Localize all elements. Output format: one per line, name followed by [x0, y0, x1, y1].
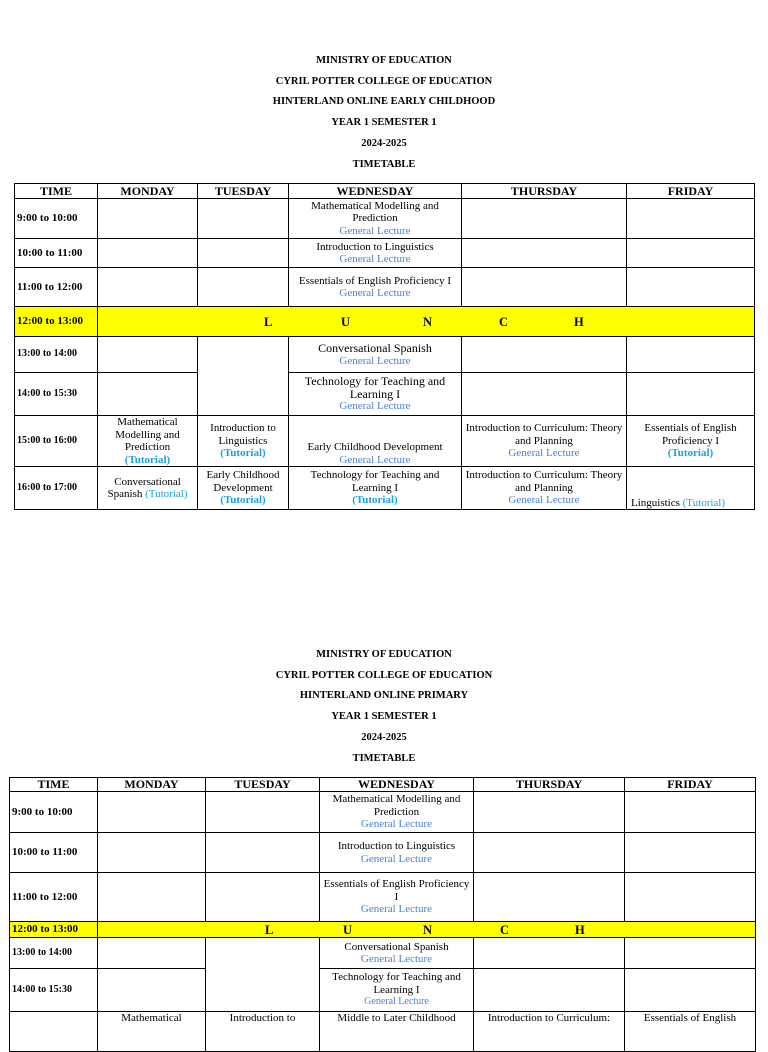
- general-lecture-tag: General Lecture: [339, 354, 411, 367]
- cell-empty: [627, 239, 755, 268]
- general-lecture-tag: General Lecture: [339, 224, 411, 237]
- lunch-letter: H: [574, 314, 584, 329]
- lunch-letter: U: [343, 922, 353, 937]
- table-row: [15, 373, 755, 416]
- class-cell: [289, 416, 462, 467]
- cell-empty: [198, 337, 289, 416]
- table-row: [15, 467, 755, 510]
- general-lecture-tag: General Lecture: [360, 852, 433, 865]
- cell-empty: [206, 938, 320, 1012]
- course-name: Conversational Spanish: [107, 475, 181, 500]
- cell-empty: [198, 239, 289, 268]
- col-wednesday: WEDNESDAY: [289, 184, 462, 199]
- col-thursday: THURSDAY: [474, 778, 625, 792]
- cell-empty: [98, 239, 198, 268]
- time-cell: 11:00 to 12:00: [10, 873, 98, 922]
- class-cell: [98, 467, 198, 510]
- table-row: [10, 833, 756, 873]
- general-lecture-tag: General Lecture: [360, 818, 433, 831]
- lunch-letter: L: [265, 922, 274, 937]
- cell-empty: [627, 199, 755, 239]
- class-cell: [462, 416, 627, 467]
- table-row: [15, 416, 755, 467]
- header-college: CYRIL POTTER COLLEGE OF EDUCATION: [275, 75, 493, 87]
- cell-empty: [474, 938, 625, 969]
- table-row: [10, 873, 756, 922]
- course-name: Introduction to Linguistics: [210, 422, 276, 447]
- course-name: Essentials of English Proficiency I: [298, 274, 452, 287]
- course-name: Introduction to: [229, 1012, 296, 1024]
- time-cell: 13:00 to 14:00: [10, 938, 98, 969]
- time-cell: 13:00 to 14:00: [15, 337, 98, 373]
- cell-empty: [98, 969, 206, 1012]
- tutorial-tag: (Tutorial): [145, 488, 188, 500]
- class-cell: [625, 1012, 756, 1052]
- cell-empty: [206, 792, 320, 833]
- general-lecture-tag: General Lecture: [339, 287, 411, 299]
- cell-empty: [98, 373, 198, 416]
- col-friday: FRIDAY: [625, 778, 756, 792]
- table-row: [15, 199, 755, 239]
- class-cell: [289, 467, 462, 510]
- class-cell: [289, 373, 462, 416]
- lunch-letter: L: [264, 314, 273, 329]
- time-cell: 14:00 to 15:30: [15, 373, 98, 416]
- general-lecture-tag: General Lecture: [339, 400, 411, 413]
- header-college: CYRIL POTTER COLLEGE OF EDUCATION: [275, 669, 493, 681]
- course-name: Introduction to Curriculum:: [487, 1012, 611, 1024]
- cell-empty: [198, 199, 289, 239]
- col-wednesday: WEDNESDAY: [320, 778, 474, 792]
- tutorial-tag: (Tutorial): [667, 447, 714, 460]
- lunch-banner: [98, 307, 755, 337]
- cell-empty: [206, 833, 320, 873]
- cell-empty: [462, 239, 627, 268]
- header-ministry: MINISTRY OF EDUCATION: [316, 649, 452, 660]
- time-cell: 9:00 to 10:00: [10, 792, 98, 833]
- class-cell: [98, 416, 198, 467]
- class-cell: [320, 938, 474, 969]
- class-cell: [627, 416, 755, 467]
- cell-empty: [98, 873, 206, 922]
- cell-empty: [98, 199, 198, 239]
- time-cell: 15:00 to 16:00: [15, 416, 98, 467]
- col-thursday: THURSDAY: [462, 184, 627, 199]
- course-name: Conversational Spanish: [318, 341, 432, 355]
- tutorial-tag: (Tutorial): [220, 447, 266, 460]
- timetable1-header: [0, 51, 768, 175]
- lunch-row: [15, 307, 755, 337]
- course-name: Mathematical Modelling and Prediction: [332, 793, 461, 818]
- col-monday: MONDAY: [98, 778, 206, 792]
- cell-empty: [627, 268, 755, 307]
- course-name: Linguistics: [631, 496, 680, 509]
- general-lecture-tag: General Lecture: [360, 953, 433, 965]
- header-academic-year: 2024-2025: [361, 731, 407, 743]
- table-row: [15, 239, 755, 268]
- header-timetable: TIMETABLE: [352, 158, 416, 170]
- class-cell: [198, 416, 289, 467]
- tutorial-tag: (Tutorial): [352, 494, 398, 507]
- lunch-letter: N: [423, 922, 433, 937]
- course-name: Introduction to Curriculum: Theory and Planning: [465, 422, 623, 447]
- table-row: [15, 268, 755, 307]
- cell-empty: [462, 199, 627, 239]
- class-cell: [289, 337, 462, 373]
- table-row: [10, 938, 756, 969]
- lunch-letter: C: [500, 922, 510, 937]
- col-time: TIME: [10, 778, 98, 792]
- course-name: Mathematical Modelling and Prediction: [115, 416, 180, 453]
- class-cell: [627, 467, 755, 510]
- cell-empty: [625, 938, 756, 969]
- time-cell: 16:00 to 17:00: [15, 467, 98, 510]
- course-name: Middle to Later Childhood: [337, 1012, 456, 1024]
- course-name: Early Childhood Development: [307, 441, 443, 453]
- col-friday: FRIDAY: [627, 184, 755, 199]
- lunch-letter: C: [499, 314, 509, 329]
- class-cell: [289, 239, 462, 268]
- cell-empty: [98, 938, 206, 969]
- cell-empty: [627, 337, 755, 373]
- header-year-semester: YEAR 1 SEMESTER 1: [331, 117, 437, 129]
- time-cell: 14:00 to 15:30: [10, 969, 98, 1012]
- col-monday: MONDAY: [98, 184, 198, 199]
- time-cell: [10, 1012, 98, 1052]
- cell-empty: [462, 373, 627, 416]
- table-row: [15, 337, 755, 373]
- table-header-row: [10, 778, 756, 792]
- time-cell: 10:00 to 11:00: [15, 239, 98, 268]
- course-name: Introduction to Linguistics: [316, 240, 434, 253]
- cell-empty: [462, 337, 627, 373]
- general-lecture-tag: General Lecture: [339, 253, 411, 265]
- timetable2-table: [9, 777, 756, 1052]
- header-program: HINTERLAND ONLINE EARLY CHILDHOOD: [272, 96, 496, 108]
- cell-empty: [625, 792, 756, 833]
- class-cell: [474, 1012, 625, 1052]
- class-cell: [289, 268, 462, 307]
- table-header-row: [15, 184, 755, 199]
- cell-empty: [474, 833, 625, 873]
- class-cell: [462, 467, 627, 510]
- cell-empty: [627, 373, 755, 416]
- header-ministry: MINISTRY OF EDUCATION: [316, 55, 452, 66]
- tutorial-tag: (Tutorial): [220, 494, 266, 507]
- lunch-letter: H: [575, 922, 585, 937]
- time-cell: 12:00 to 13:00: [10, 922, 98, 938]
- header-timetable: TIMETABLE: [352, 752, 416, 764]
- class-cell: [320, 1012, 474, 1052]
- header-academic-year: 2024-2025: [361, 137, 407, 149]
- cell-empty: [474, 969, 625, 1012]
- class-cell: [320, 969, 474, 1012]
- course-name: Technology for Teaching and Learning I: [310, 469, 440, 494]
- cell-empty: [98, 833, 206, 873]
- col-tuesday: TUESDAY: [206, 778, 320, 792]
- header-program: HINTERLAND ONLINE PRIMARY: [299, 690, 469, 702]
- lunch-letter: U: [341, 314, 351, 329]
- time-cell: 9:00 to 10:00: [15, 199, 98, 239]
- cell-empty: [206, 873, 320, 922]
- course-name: Early Childhood Development: [206, 469, 280, 494]
- class-cell: [206, 1012, 320, 1052]
- class-cell: [320, 873, 474, 922]
- general-lecture-tag: General Lecture: [339, 453, 411, 466]
- cell-empty: [98, 268, 198, 307]
- class-cell: [320, 833, 474, 873]
- course-name: Conversational Spanish: [344, 940, 449, 953]
- lunch-row: [10, 922, 756, 938]
- tutorial-tag: (Tutorial): [682, 496, 726, 509]
- course-name: Essentials of English: [643, 1012, 737, 1024]
- tutorial-tag: (Tutorial): [124, 453, 171, 466]
- general-lecture-tag: General Lecture: [508, 447, 580, 460]
- course-name: Mathematical: [121, 1012, 182, 1024]
- table-row: [10, 1012, 756, 1052]
- cell-empty: [198, 268, 289, 307]
- cell-empty: [474, 873, 625, 922]
- cell-empty: [462, 268, 627, 307]
- cell-empty: [625, 833, 756, 873]
- course-name: Technology for Teaching and Learning I: [304, 374, 446, 401]
- time-cell: 10:00 to 11:00: [10, 833, 98, 873]
- class-cell: [289, 199, 462, 239]
- time-cell: 12:00 to 13:00: [15, 307, 98, 337]
- time-cell: 11:00 to 12:00: [15, 268, 98, 307]
- general-lecture-tag: General Lecture: [508, 494, 580, 507]
- col-tuesday: TUESDAY: [198, 184, 289, 199]
- class-cell: [198, 467, 289, 510]
- course-name: Technology for Teaching and Learning I: [332, 971, 461, 996]
- class-cell: [98, 1012, 206, 1052]
- cell-empty: [474, 792, 625, 833]
- table-row: [10, 792, 756, 833]
- course-name: Essentials of English Proficiency I: [644, 422, 737, 447]
- course-name: Mathematical Modelling and Prediction: [311, 199, 439, 225]
- timetable1-table: [14, 183, 755, 510]
- cell-empty: [98, 337, 198, 373]
- general-lecture-tag: General Lecture: [364, 996, 429, 1008]
- course-name: Introduction to Curriculum: Theory and Planning: [465, 469, 623, 494]
- table-row: [10, 969, 756, 1012]
- cell-empty: [625, 873, 756, 922]
- timetable2-header: [0, 645, 768, 769]
- lunch-letter: N: [423, 314, 433, 329]
- cell-empty: [625, 969, 756, 1012]
- cell-empty: [98, 792, 206, 833]
- course-name: Essentials of English Proficiency I: [323, 878, 470, 903]
- class-cell: [320, 792, 474, 833]
- lunch-banner: [98, 922, 756, 938]
- course-name: Introduction to Linguistics: [337, 840, 456, 852]
- general-lecture-tag: General Lecture: [360, 903, 433, 916]
- header-year-semester: YEAR 1 SEMESTER 1: [331, 711, 437, 723]
- col-time: TIME: [15, 184, 98, 199]
